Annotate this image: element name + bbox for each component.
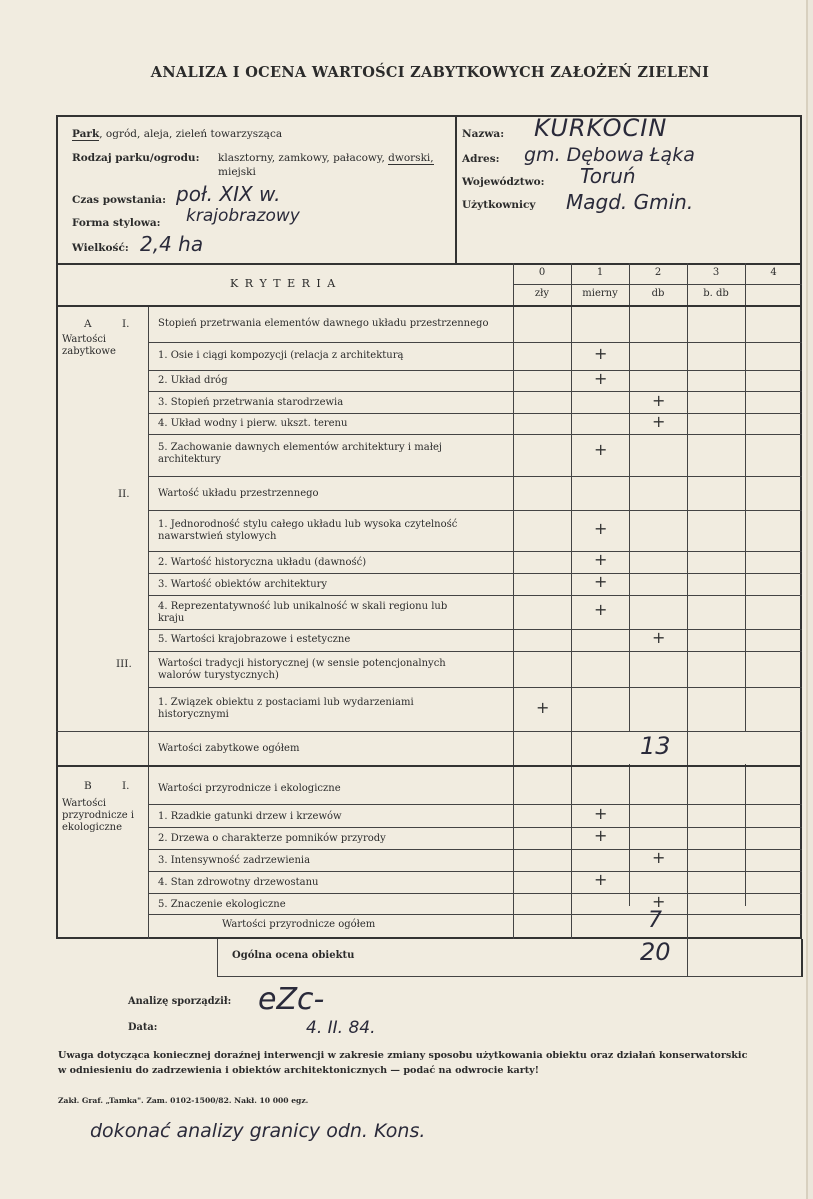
col-4-left-b xyxy=(745,764,746,906)
score-mark-a3-1: + xyxy=(536,698,550,717)
score-mark-a2-2: + xyxy=(594,550,608,569)
print-info: Zakł. Graf. „Tamka". Zam. 0102-1500/82. Nakł. 10 000 egz. xyxy=(58,1096,309,1105)
wielkosc-value: 2,4 ha xyxy=(140,232,204,256)
section-a3-roman: III. xyxy=(116,658,132,670)
uzytkownicy-value: Magd. Gmin. xyxy=(566,190,694,214)
section-a2-roman: II. xyxy=(118,488,130,500)
wojewodztwo-value: Toruń xyxy=(580,164,636,188)
section-b-name: Wartości przyrodnicze i ekologiczne xyxy=(62,798,135,833)
score-mark-a2-5: + xyxy=(652,628,666,647)
b1-title: Wartości przyrodnicze i ekologiczne xyxy=(158,783,341,794)
a-total-value: 13 xyxy=(640,732,671,760)
handwritten-note: dokonać analizy granicy odn. Kons. xyxy=(90,1120,426,1142)
overall-value: 20 xyxy=(640,938,671,966)
overall-box-left xyxy=(217,939,218,977)
score-mark-a2-3: + xyxy=(594,572,608,591)
czas-label: Czas powstania: xyxy=(72,194,166,206)
col-4-left-a xyxy=(745,263,746,731)
uwaga-line-1: Uwaga dotycząca koniecznej doraźnej interwencji w zakresie zmiany sposobu użytkowania obiektu oraz działań konserwatorskic xyxy=(58,1050,748,1061)
kryteria-heading: K R Y T E R I A xyxy=(230,277,337,290)
section-a-letter: A xyxy=(84,318,92,330)
document-title: ANALIZA I OCENA WARTOŚCI ZABYTKOWYCH ZAŁOŻEŃ ZIELENI xyxy=(150,64,710,81)
uzytkownicy-label: Użytkownicy xyxy=(462,199,536,211)
a1-item-4: 4. Układ wodny i pierw. ukszt. terenu xyxy=(158,418,348,429)
wielkosc-label: Wielkość: xyxy=(72,242,129,254)
section-b-letter: B xyxy=(84,780,92,792)
score-mark-a1-4: + xyxy=(652,412,666,431)
score-header-split xyxy=(513,284,802,285)
a2-item-2: 2. Wartość historyczna układu (dawność) xyxy=(158,557,367,568)
nazwa-value: KURKOCIN xyxy=(534,114,668,142)
overall-label: Ogólna ocena obiektu xyxy=(232,950,355,961)
score-name-1: mierny xyxy=(582,288,618,299)
score-header-3: 3 xyxy=(712,267,720,278)
overall-box-bottom xyxy=(217,976,802,977)
analize-label: Analizę sporządził: xyxy=(128,996,232,1007)
signature: eZc- xyxy=(258,982,325,1017)
col-2-left-a xyxy=(629,263,630,731)
score-mark-a2-4: + xyxy=(594,600,608,619)
b1-item-5: 5. Znaczenie ekologiczne xyxy=(158,899,286,910)
adres-value: gm. Dębowa Łąka xyxy=(524,144,695,166)
header-bottom-rule xyxy=(56,263,802,265)
score-header-4: 4 xyxy=(770,267,777,278)
score-header-1: 1 xyxy=(596,267,604,278)
col-1-left xyxy=(571,263,572,939)
a2-item-1: 1. Jednorodność stylu całego układu lub wysoka czytelność nawarstwień stylowych xyxy=(158,519,458,542)
czas-value: poł. XIX w. xyxy=(176,182,281,206)
criteria-left-divider xyxy=(148,305,149,939)
score-mark-a2-1: + xyxy=(594,519,608,538)
section-b-roman: I. xyxy=(122,780,130,792)
score-mark-a1-5: + xyxy=(594,440,608,459)
score-mark-a1-3: + xyxy=(652,391,666,410)
score-name-2: db xyxy=(651,288,665,299)
a1-item-5: 5. Zachowanie dawnych elementów architektury i małej architektury xyxy=(158,442,442,465)
b1-item-4: 4. Stan zdrowotny drzewostanu xyxy=(158,877,319,888)
section-a-name: Wartości zabytkowe xyxy=(62,334,116,357)
uwaga-line-2: w odniesieniu do zadrzewienia i obiektów architektonicznych — podać na odwrocie karty! xyxy=(58,1065,539,1076)
a2-item-5: 5. Wartości krajobrazowe i estetyczne xyxy=(158,634,351,645)
wojewodztwo-label: Województwo: xyxy=(462,176,545,188)
header-divider xyxy=(455,115,457,264)
score-mark-a1-1: + xyxy=(594,344,608,363)
score-header-0: 0 xyxy=(538,267,546,278)
b1-item-1: 1. Rzadkie gatunki drzew i krzewów xyxy=(158,811,342,822)
adres-label: Adres: xyxy=(462,153,500,165)
a3-title: Wartości tradycji historycznej (w sensie potencjonalnych walorów turystycznych) xyxy=(158,658,446,681)
section-a-roman: I. xyxy=(122,318,130,330)
a1-item-2: 2. Układ dróg xyxy=(158,375,228,386)
score-mark-b1-2: + xyxy=(594,826,608,845)
data-label: Data: xyxy=(128,1022,158,1033)
score-mark-b1-4: + xyxy=(594,870,608,889)
a2-item-4: 4. Reprezentatywność lub unikalność w skali regionu lub kraju xyxy=(158,601,448,624)
b-total-label: Wartości przyrodnicze ogółem xyxy=(222,919,376,930)
a2-title: Wartość układu przestrzennego xyxy=(158,488,319,499)
b-total-value: 7 xyxy=(648,908,662,933)
col-3-left xyxy=(687,263,688,939)
score-mark-a1-2: + xyxy=(594,369,608,388)
rodzaj-label: Rodzaj parku/ogrodu: xyxy=(72,152,200,164)
rodzaj-options: klasztorny, zamkowy, pałacowy, dworski, xyxy=(218,152,434,164)
a-total-label: Wartości zabytkowe ogółem xyxy=(158,743,300,754)
data-value: 4. II. 84. xyxy=(306,1018,376,1038)
a1-item-3: 3. Stopień przetrwania starodrzewia xyxy=(158,397,344,408)
forma-label: Forma stylowa: xyxy=(72,217,161,229)
score-mark-b1-3: + xyxy=(652,848,666,867)
score-header-2: 2 xyxy=(654,267,662,278)
col-0-left xyxy=(513,263,514,939)
a1-item-1: 1. Osie i ciągi kompozycji (relacja z architekturą xyxy=(158,350,404,361)
type-label: Park, ogród, aleja, zieleń towarzysząca xyxy=(72,128,283,140)
a2-item-3: 3. Wartość obiektów architektury xyxy=(158,579,328,590)
col-2-left-b xyxy=(629,764,630,906)
score-mark-b1-5: + xyxy=(652,892,666,911)
b1-item-2: 2. Drzewa o charakterze pomników przyrody xyxy=(158,833,386,844)
rodzaj-options-2: miejski xyxy=(218,166,256,178)
score-mark-b1-1: + xyxy=(594,804,608,823)
score-name-3: b. db xyxy=(703,288,729,299)
a1-title: Stopień przetrwania elementów dawnego układu przestrzennego xyxy=(158,318,489,329)
kryteria-bottom-rule xyxy=(56,305,802,307)
score-name-0: zły xyxy=(534,288,550,299)
forma-value: krajobrazowy xyxy=(186,206,300,226)
nazwa-label: Nazwa: xyxy=(462,128,505,140)
a3-item-1: 1. Związek obiektu z postaciami lub wydarzeniami historycznymi xyxy=(158,697,414,720)
b1-item-3: 3. Intensywność zadrzewienia xyxy=(158,855,311,866)
